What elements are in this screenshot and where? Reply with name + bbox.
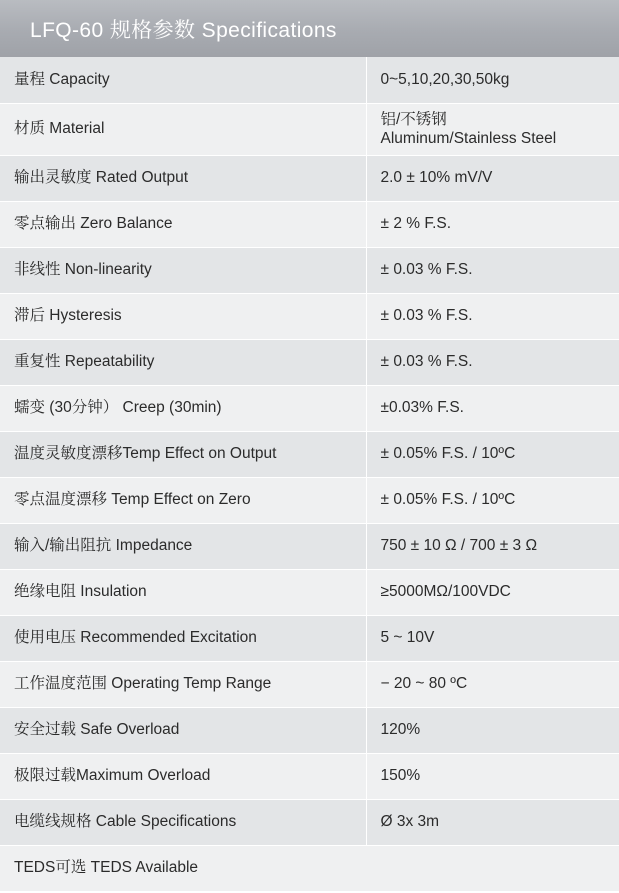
table-row [0, 615, 619, 661]
spec-value: ± 0.05% F.S. / 10ºC [366, 477, 619, 523]
table-row [0, 431, 619, 477]
page-title: LFQ-60 规格参数 Specifications [30, 18, 337, 42]
spec-label: 材质 Material [0, 103, 366, 155]
table-row [0, 339, 619, 385]
table-row [0, 753, 619, 799]
spec-value: 2.0 ± 10% mV/V [366, 155, 619, 201]
spec-value: − 20 ~ 80 ºC [366, 661, 619, 707]
spec-label: 电缆线规格 Cable Specifications [0, 799, 366, 845]
table-row [0, 293, 619, 339]
spec-label: 零点输出 Zero Balance [0, 201, 366, 247]
table-row [0, 845, 619, 891]
spec-value: 150% [366, 753, 619, 799]
spec-label: 零点温度漂移 Temp Effect on Zero [0, 477, 366, 523]
table-row [0, 385, 619, 431]
spec-label: 蠕变 (30分钟） Creep (30min) [0, 385, 366, 431]
table-row [0, 523, 619, 569]
table-row [0, 247, 619, 293]
spec-label: 温度灵敏度漂移Temp Effect on Output [0, 431, 366, 477]
spec-value-line-1: 铝/不锈钢 [380, 110, 447, 128]
table-row [0, 103, 619, 155]
spec-label: 安全过载 Safe Overload [0, 707, 366, 753]
spec-label: 滞后 Hysteresis [0, 293, 366, 339]
spec-label: 极限过载Maximum Overload [0, 753, 366, 799]
table-row [0, 57, 619, 103]
spec-label: TEDS可选 TEDS Available [0, 845, 619, 891]
spec-header [0, 0, 619, 57]
spec-value: ± 0.05% F.S. / 10ºC [366, 431, 619, 477]
spec-value: ± 0.03 % F.S. [366, 293, 619, 339]
spec-value: ± 0.03 % F.S. [366, 247, 619, 293]
spec-value: 5 ~ 10V [366, 615, 619, 661]
spec-label: 绝缘电阻 Insulation [0, 569, 366, 615]
table-row [0, 707, 619, 753]
spec-value: ± 2 % F.S. [366, 201, 619, 247]
spec-label: 工作温度范围 Operating Temp Range [0, 661, 366, 707]
spec-value: ±0.03% F.S. [366, 385, 619, 431]
spec-value: 750 ± 10 Ω / 700 ± 3 Ω [366, 523, 619, 569]
spec-value: Ø 3x 3m [366, 799, 619, 845]
table-row [0, 799, 619, 845]
spec-value-line-2: Aluminum/Stainless Steel [380, 130, 557, 147]
spec-value [366, 103, 619, 155]
spec-value: ≥5000MΩ/100VDC [366, 569, 619, 615]
spec-label: 重复性 Repeatability [0, 339, 366, 385]
specifications-table [0, 57, 619, 892]
spec-value: ± 0.03 % F.S. [366, 339, 619, 385]
spec-label: 输出灵敏度 Rated Output [0, 155, 366, 201]
spec-value: 0~5,10,20,30,50kg [366, 57, 619, 103]
spec-value: 120% [366, 707, 619, 753]
spec-label: 非线性 Non-linearity [0, 247, 366, 293]
spec-label: 输入/输出阻抗 Impedance [0, 523, 366, 569]
table-row [0, 661, 619, 707]
table-row [0, 201, 619, 247]
table-row [0, 155, 619, 201]
table-row [0, 477, 619, 523]
table-row [0, 569, 619, 615]
spec-label: 使用电压 Recommended Excitation [0, 615, 366, 661]
spec-label: 量程 Capacity [0, 57, 366, 103]
